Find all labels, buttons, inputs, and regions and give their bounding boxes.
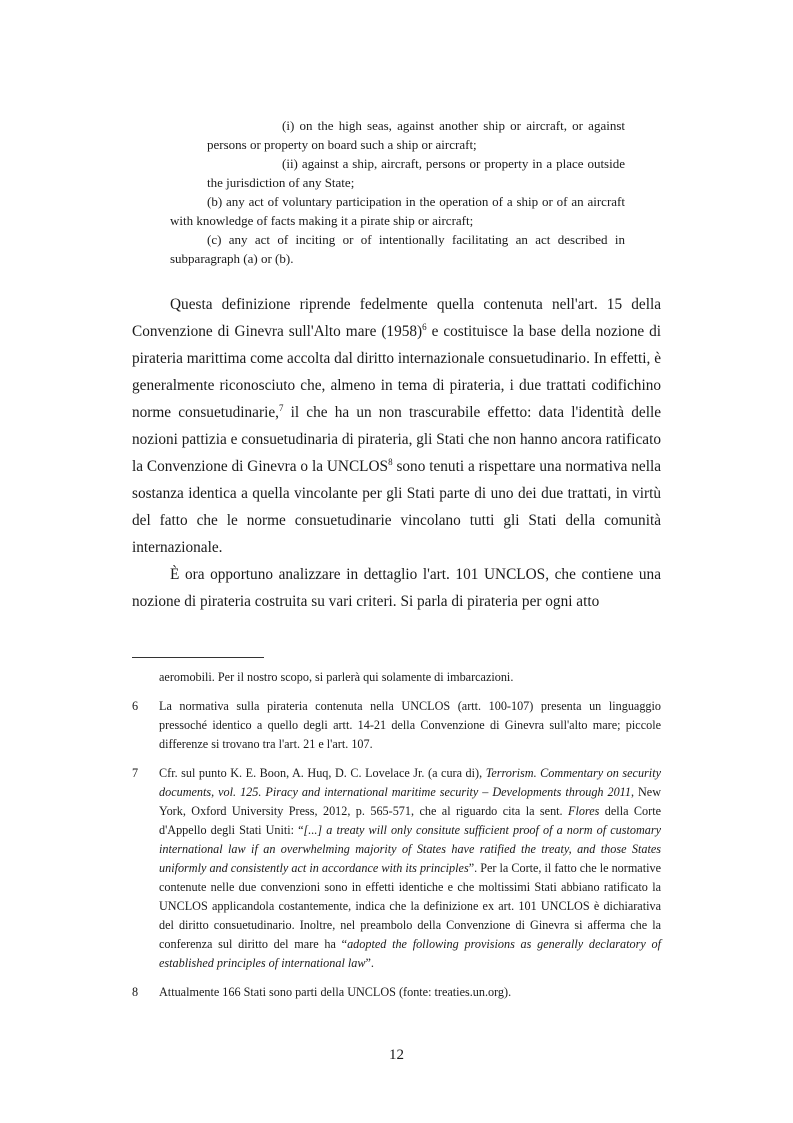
page-number: 12 xyxy=(389,1047,404,1063)
paragraph-2: È ora opportuno analizzare in dettaglio l'art. 101 UNCLOS, che contiene una nozione di pirateria costruita su vari criteri. Si parla di pirateria per ogni atto xyxy=(132,566,661,610)
footnote-number: 7 xyxy=(132,766,139,780)
footnote-number: 6 xyxy=(132,699,139,713)
block-quote xyxy=(170,116,625,268)
footnote-separator xyxy=(132,657,264,658)
footnote-6 xyxy=(132,697,661,754)
main-text xyxy=(132,291,661,615)
footnote-7 xyxy=(132,764,661,973)
quote-item-c: (c) any act of inciting or of intentionally facilitating an act described in subparagraph (a) or (b). xyxy=(170,232,625,266)
footnote-ref-6[interactable]: 6 xyxy=(422,321,427,332)
footnote-continuation: aeromobili. Per il nostro scopo, si parlerà qui solamente di imbarcazioni. xyxy=(159,670,514,684)
footnote-text: Attualmente 166 Stati sono parti della UNCLOS (fonte: treaties.un.org). xyxy=(159,985,512,999)
footnote-text: Cfr. sul punto K. E. Boon, A. Huq, D. C. Lovelace Jr. (a cura di), Terrorism. Commentary on security documents, vol. 125. Piracy and international maritime security – Developments through 2011, New York, Oxford University Press, 2012, p. 565-571, che al riguardo cita la sent. Flores della Corte d'Appello degli Stati Uniti: “[...] a treaty will only consitute sufficient proof of a norm of customary international law if an overwhelming majority of States have ratified the treaty, and those States uniformly and consistently act in accordance with its principles”. Per la Corte, il fatto che le normative contenute nelle due convenzioni sono in effetti identiche e che moltissimi Stati abbiano ratificato la UNCLOS applicandola costantemente, indica che la definizione ex art. 101 UNCLOS è dichiarativa del diritto consuetudinario. Inoltre, nel preambolo della Convenzione di Ginevra si afferma che la conferenza sul diritto del mare ha “adopted the following provisions as generally declaratory of established principles of international law”. xyxy=(159,766,661,970)
quote-item-ii: (ii) against a ship, aircraft, persons or property in a place outside the jurisdiction of any State; xyxy=(207,156,625,190)
footnote-number: 8 xyxy=(132,985,139,999)
footnotes xyxy=(132,668,661,1012)
quote-item-b: (b) any act of voluntary participation in the operation of a ship or of an aircraft with knowledge of facts making it a pirate ship or aircraft; xyxy=(170,194,625,228)
paragraph-1: Questa definizione riprende fedelmente quella contenuta nell'art. 15 della Convenzione di Ginevra sull'Alto mare $(1958)^6$ e costituisce la base della nozione di pirateria marittima come accolta dal diritto internazionale consuetudinario. In effetti, è generalmente riconosciuto che, almeno in tema di pirateria, i due trattati codifichino norme consuetudinarie,$^7$ il che ha un non trascurabile effetto: data l'identità delle nozioni pattizia e consuetudinaria di pirateria, gli Stati che non hanno ancora ratificato la Convenzione di Ginevra o la UNCLOS$^8$ sono tenuti a rispettare una normativa nella sostanza identica a quella vincolante per gli Stati parte di uno dei due trattati, in virtù del fatto che le norme consuetudinarie vincolano tutti gli Stati della comunità internazionale. xyxy=(132,296,661,556)
footnote-text: La normativa sulla pirateria contenuta nella UNCLOS (artt. 100-107) presenta un linguaggio pressoché identico a quello degli artt. 14-21 della Convenzione di Ginevra sull'alto mare; piccole differenze si trovano tra l'art. 21 e l'art. 107. xyxy=(159,699,661,751)
footnote-ref-7[interactable]: 7 xyxy=(278,402,284,413)
footnote-ref-8[interactable]: 8 xyxy=(388,456,393,467)
quote-item-i: (i) on the high seas, against another ship or aircraft, or against persons or property on board such a ship or aircraft; xyxy=(207,118,625,152)
footnote-8 xyxy=(132,983,661,1002)
